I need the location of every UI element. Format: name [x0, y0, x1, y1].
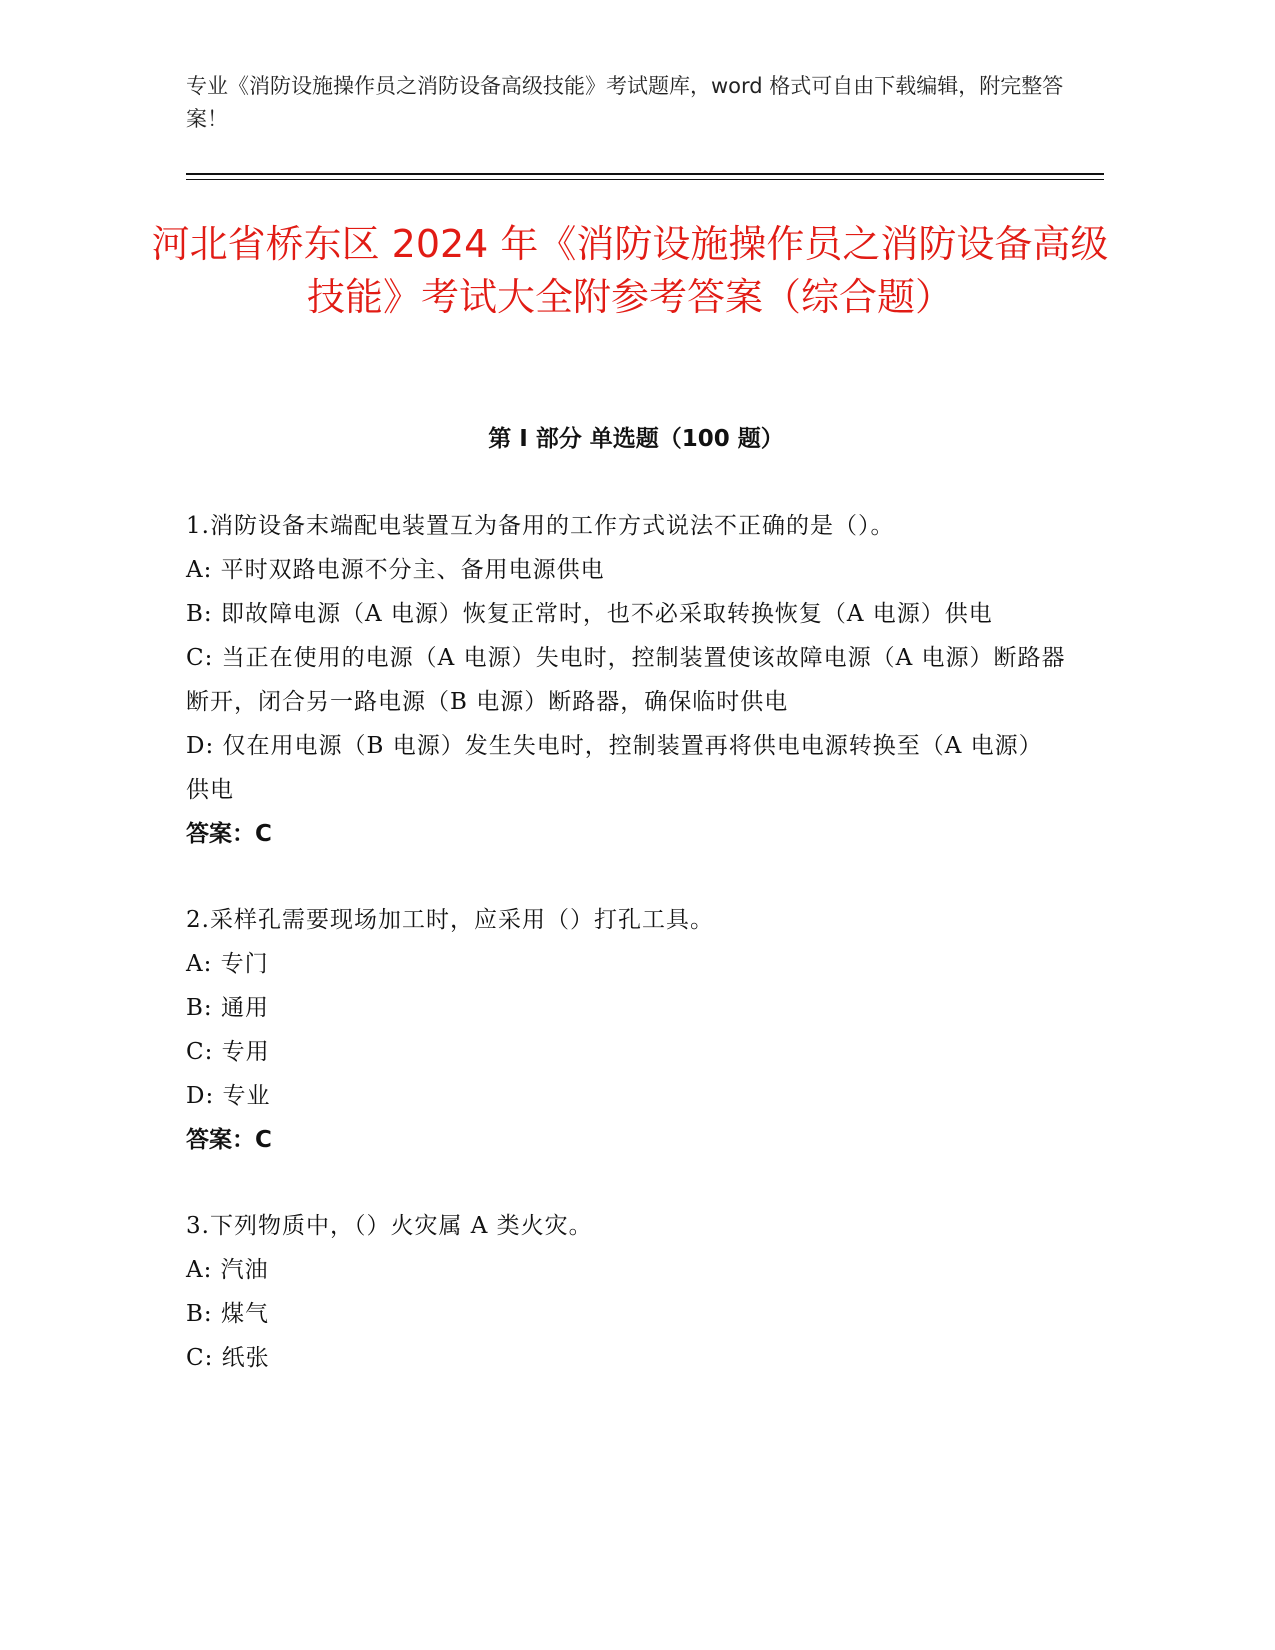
option-d: D: 仅在用电源（B 电源）发生失电时，控制装置再将供电电源转换至（A 电源）供电 [186, 733, 1043, 803]
option-b: B: 即故障电源（A 电源）恢复正常时，也不必采取转换恢复（A 电源）供电 [186, 601, 993, 627]
question-list [186, 504, 1066, 1422]
question-1 [186, 504, 1066, 856]
document-title: 河北省桥东区 2024 年《消防设施操作员之消防设备高级技能》考试大全附参考答案（综合题） [151, 222, 1109, 319]
option-b: B: 煤气 [186, 1301, 269, 1327]
option-c: C: 当正在使用的电源（A 电源）失电时，控制装置使该故障电源（A 电源）断路器断开，闭合另一路电源（B 电源）断路器，确保临时供电 [186, 645, 1066, 715]
answer: 答案：C [186, 1127, 272, 1153]
answer: 答案：C [186, 821, 272, 847]
option-a: A: 专门 [186, 951, 269, 977]
option-c: C: 专用 [186, 1039, 270, 1065]
option-b: B: 通用 [186, 995, 269, 1021]
header-divider-thin [186, 179, 1104, 180]
option-d: D: 专业 [186, 1083, 271, 1109]
section-heading: 第 I 部分 单选题（100 题） [488, 426, 784, 452]
question-stem: 1.消防设备末端配电装置互为备用的工作方式说法不正确的是（）。 [186, 513, 895, 539]
option-c: C: 纸张 [186, 1345, 270, 1371]
question-stem: 2.采样孔需要现场加工时，应采用（）打孔工具。 [186, 907, 714, 933]
question-3 [186, 1204, 1066, 1380]
question-stem: 3.下列物质中，（）火灾属 A 类火灾。 [186, 1213, 593, 1239]
option-a: A: 平时双路电源不分主、备用电源供电 [186, 557, 605, 583]
header-note: 专业《消防设施操作员之消防设备高级技能》考试题库，word 格式可自由下载编辑，附完整答案！ [186, 74, 1064, 131]
question-2 [186, 898, 1066, 1162]
option-a: A: 汽油 [186, 1257, 269, 1283]
header-divider-thick [186, 173, 1104, 175]
